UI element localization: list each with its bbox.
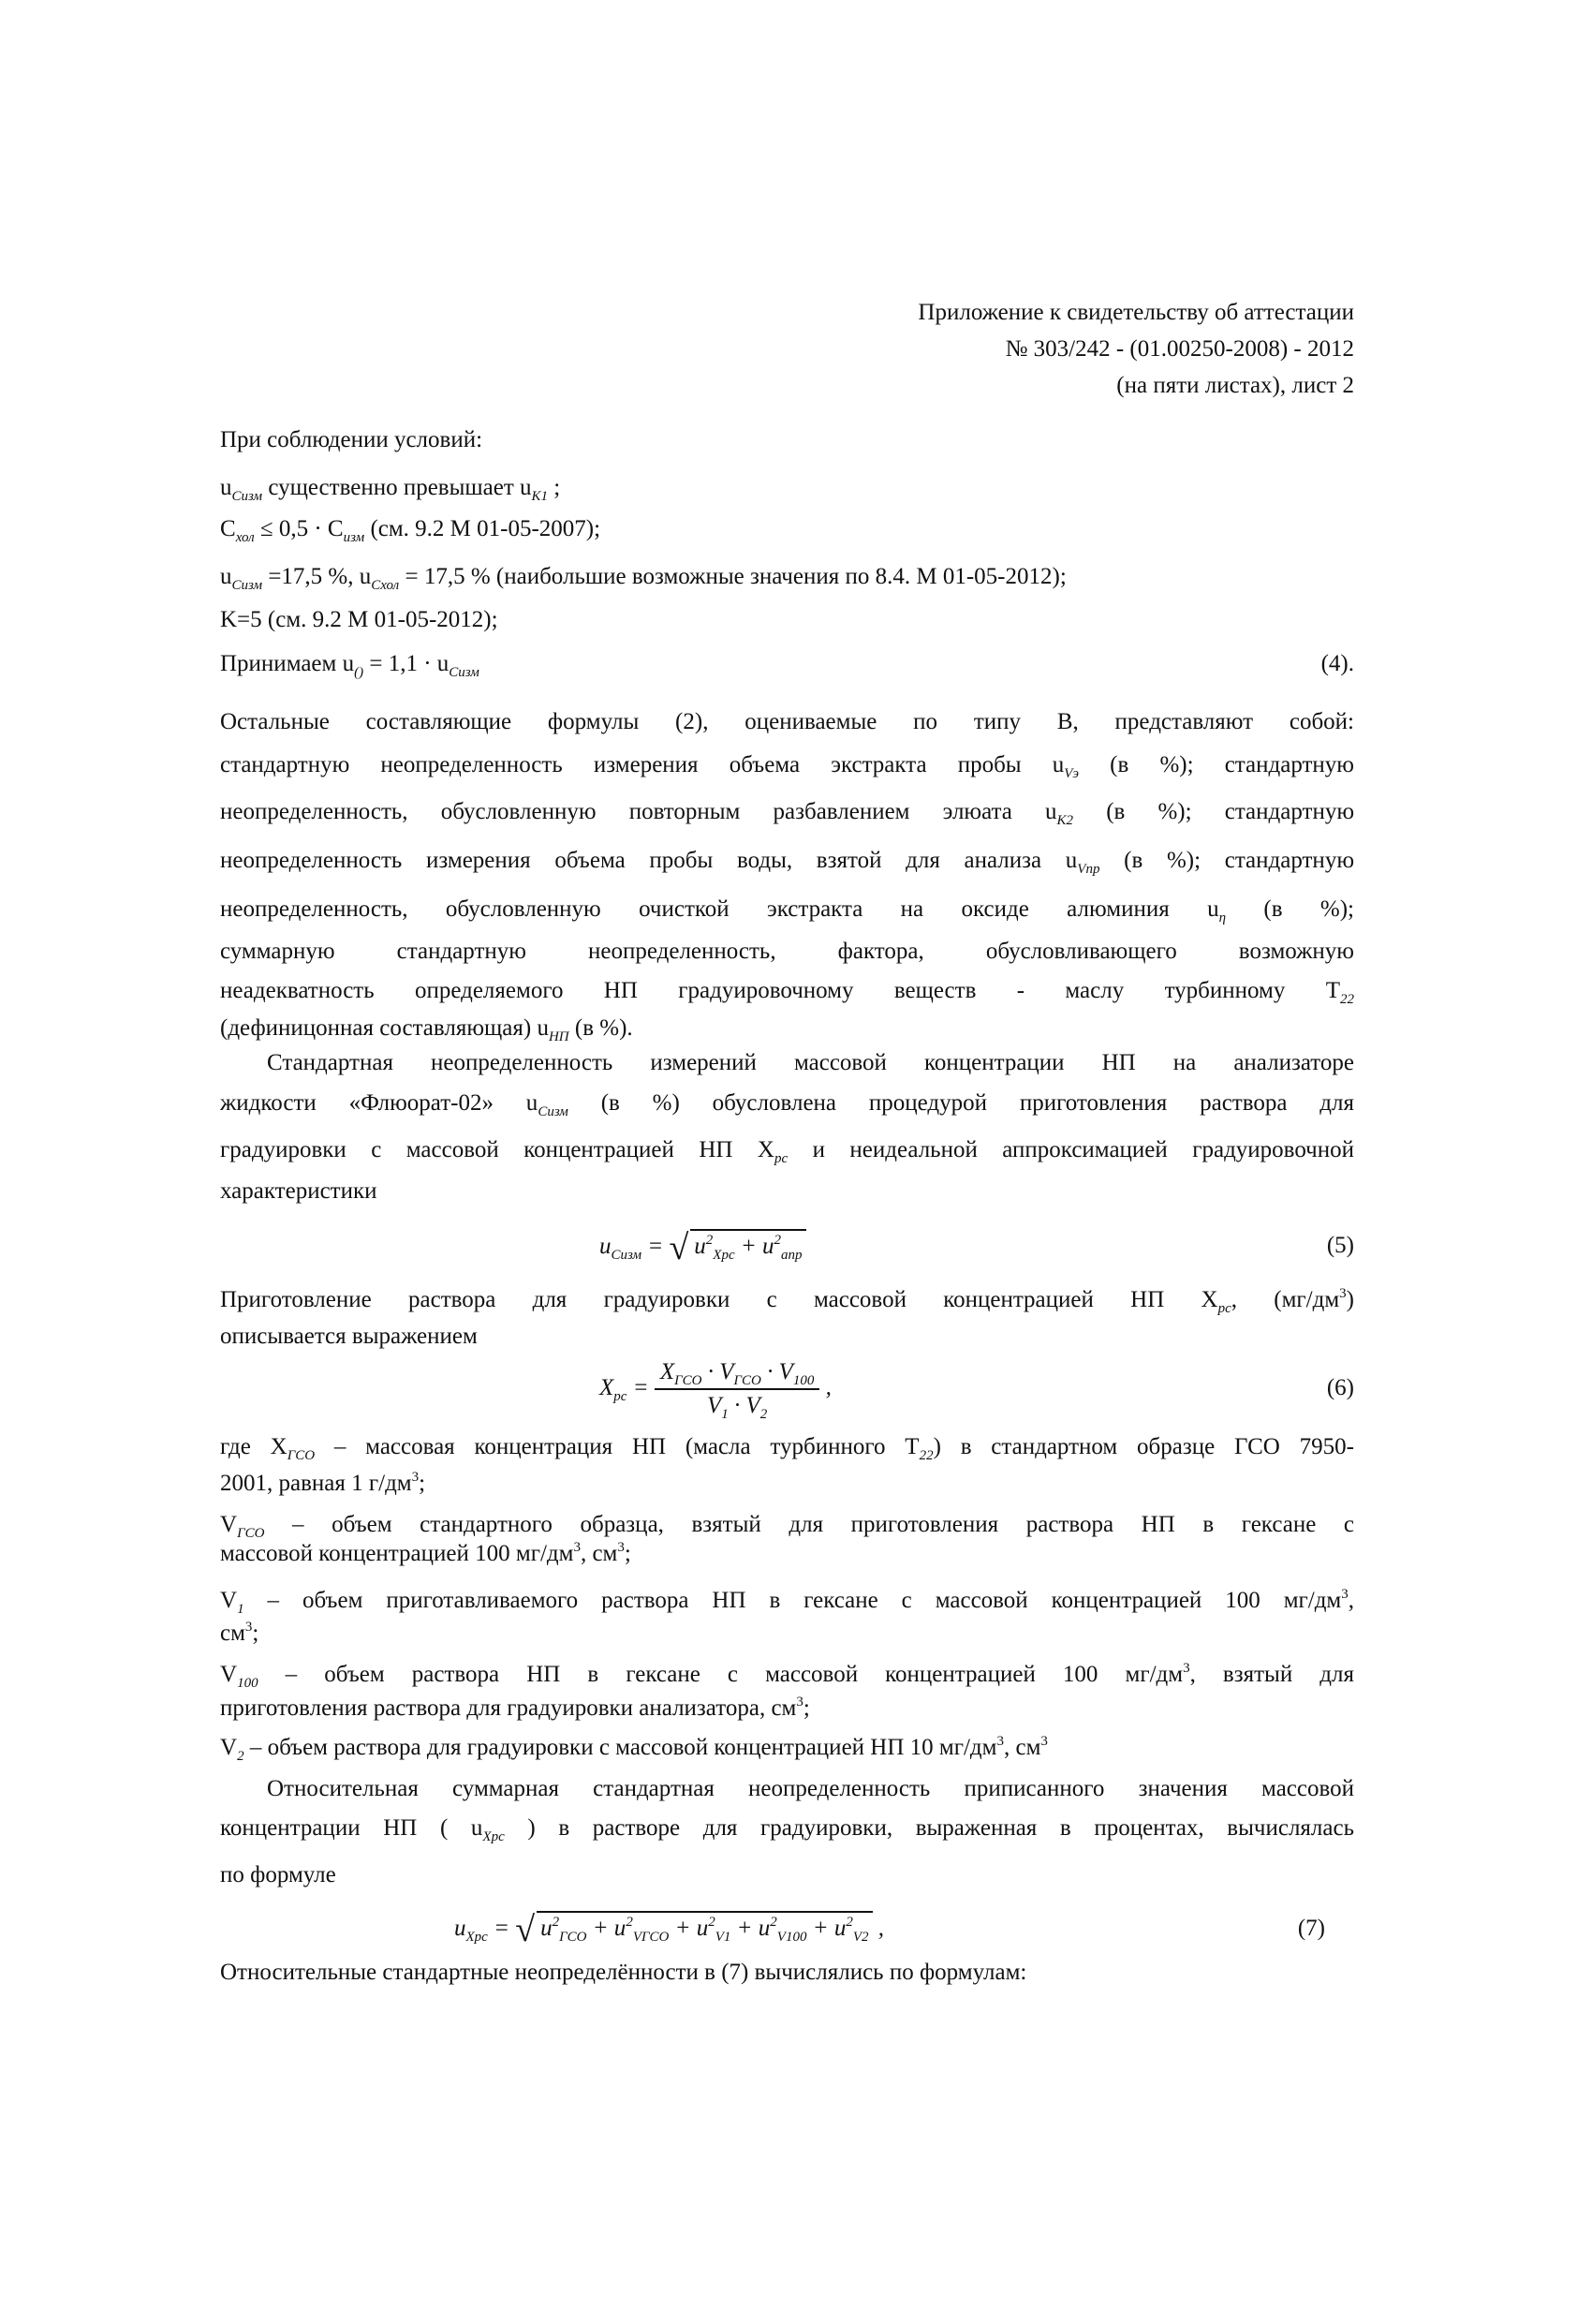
para1-line: (дефиницонная составляющая) $u_{НП}$ (в %). bbox=[220, 1015, 633, 1044]
definition-line: $V_{100}$ – объем раствора НП в гексане с массовой концентрацией 100 $мг/дм^3$, взятый для bbox=[220, 1661, 1354, 1691]
header-line-2: № 303/242 - (01.00250-2008) - 2012 bbox=[1005, 336, 1354, 362]
formula-6 bbox=[599, 1358, 832, 1420]
para4-line: концентрации НП ( $u_{Xрс}$ ) в растворе для градуировки, выраженная в процентах, вычислялась bbox=[220, 1815, 1354, 1844]
para4-line: по формуле bbox=[220, 1862, 336, 1887]
para2-line: градуировки с массовой концентрацией НП $X_{рс}$ и неидеальной аппроксимацией градуировочной bbox=[220, 1137, 1355, 1166]
sqrt-icon: √ bbox=[515, 1910, 536, 1949]
para1-line: Остальные составляющие формулы (2), оцениваемые по типу В, представляют собой: bbox=[220, 709, 1354, 734]
definition-line: приготовления раствора для градуировки анализатора, $см^3$; bbox=[220, 1695, 810, 1721]
equation-number-5: (5) bbox=[1326, 1233, 1354, 1258]
para3-line: Приготовление раствора для градуировки с массовой концентрацией НП $X_{рс}$, $(мг/дм^3)$ bbox=[220, 1286, 1354, 1316]
para1-line: неопределенность измерения объема пробы воды, взятой для анализа $u_{Vпр}$ (в %); стандартную bbox=[220, 848, 1354, 877]
conditions-intro: При соблюдении условий: bbox=[220, 427, 483, 452]
fraction-denominator: $V_1 \cdot V_2$ bbox=[706, 1393, 768, 1422]
fraction bbox=[655, 1358, 820, 1420]
definition-line: где $X_{ГСО}$ – массовая концентрация НП (масла турбинного $Т_{22}$) в стандартном образце ГСО 7950- bbox=[220, 1434, 1354, 1463]
para3-line: описывается выражением bbox=[220, 1324, 478, 1349]
definition-line: массовой концентрацией 100 $мг/дм^3$, $см^3$; bbox=[220, 1540, 631, 1566]
para4-line: Относительная суммарная стандартная неопределенность приписанного значения массовой bbox=[267, 1776, 1354, 1801]
closing-line: Относительные стандартные неопределённости в (7) вычислялись по формулам: bbox=[220, 1960, 1027, 1985]
formula-7-radicand: $u^2_{ГСО} + u^2_{VГСО} + u^2_{V1} + u^2_{V100} + u^2_{V2}$ bbox=[537, 1911, 872, 1943]
definition-line: 2001, равная 1 $г/дм^3$; bbox=[220, 1470, 426, 1496]
definition-line: $см^3$; bbox=[220, 1620, 259, 1646]
condition-3: $u_{Cизм} =17,5$ %, $u_{Cхол} = 17,5$ % (наибольшие возможные значения по 8.4. М 01-05-2012); bbox=[220, 564, 1067, 593]
formula-5-lhs: $u_{Cизм}$ bbox=[599, 1234, 642, 1263]
para2-line: жидкости «Флюорат-02» $u_{Cизм}$ (в %) обусловлена процедурой приготовления раствора для bbox=[220, 1090, 1354, 1119]
definition-line: $V_2$ – объем раствора для градуировки с массовой концентрацией НП 10 $мг/дм^3$, $см^3$ bbox=[220, 1734, 1048, 1764]
formula-5-term: $u^2_{Xрс}$ bbox=[694, 1233, 735, 1263]
para2-line: Стандартная неопределенность измерений массовой концентрации НП на анализаторе bbox=[267, 1050, 1354, 1075]
formula-6-lhs: $X_{рс}$ = bbox=[599, 1374, 655, 1404]
condition-1: $u_{Cизм}$ существенно превышает $u_{K1}$ ; bbox=[220, 475, 561, 504]
formula-5 bbox=[599, 1228, 806, 1267]
condition-4: K=5 (см. 9.2 М 01-05-2012); bbox=[220, 607, 498, 632]
formula-7-lhs: $u_{Xрс}$ = bbox=[454, 1916, 516, 1945]
comma: , bbox=[819, 1374, 832, 1400]
equals-sign: = bbox=[641, 1234, 670, 1259]
sqrt-icon: √ bbox=[669, 1228, 689, 1267]
para1-line: суммарную стандартную неопределенность, фактора, обусловливающего возможную bbox=[220, 939, 1354, 964]
formula-5-term: $u^2_{апр}$ bbox=[762, 1233, 803, 1263]
comma: , bbox=[872, 1916, 884, 1941]
condition-2: $C_{хол} \le 0,5 \cdot C_{изм}$ (см. 9.2 М 01-05-2007); bbox=[220, 516, 601, 545]
formula-7 bbox=[454, 1910, 884, 1949]
plus-sign: + bbox=[734, 1234, 762, 1259]
para1-line: неопределенность, обусловленную повторным разбавлением элюата $u_{K2}$ (в %); стандартную bbox=[220, 799, 1355, 828]
fraction-numerator: $X_{ГСО} \cdot V_{ГСО} \cdot V_{100}$ bbox=[655, 1358, 820, 1390]
header-line-1: Приложение к свидетельству об аттестации bbox=[918, 300, 1354, 325]
para1-line: стандартную неопределенность измерения объема экстракта пробы $u_{Vэ}$ (в %); стандартную bbox=[220, 752, 1354, 781]
definition-line: $V_{ГСО}$ – объем стандартного образца, взятый для приготовления раствора НП в гексане с bbox=[220, 1512, 1354, 1541]
para1-line: неопределенность, обусловленную очисткой экстракта на оксиде алюминия $u_\eta$ (в %); bbox=[220, 896, 1355, 925]
formula-5-radicand bbox=[690, 1229, 805, 1261]
para2-line: характеристики bbox=[220, 1178, 377, 1204]
definition-line: $V_1$ – объем приготавливаемого раствора НП в гексане с массовой концентрацией 100 $мг/дм^3$, bbox=[220, 1587, 1354, 1617]
equation-number-4: (4). bbox=[1320, 651, 1354, 676]
condition-5: Принимаем $u_{()} = 1,1 \cdot u_{Cизм}$ bbox=[220, 651, 479, 680]
header-line-3: (на пяти листах), лист 2 bbox=[1116, 373, 1354, 398]
para1-line: неадекватность определяемого НП градуировочному веществ - маслу турбинному $Т_{22}$ bbox=[220, 978, 1354, 1007]
equation-number-6: (6) bbox=[1326, 1375, 1354, 1400]
equation-number-7: (7) bbox=[1297, 1916, 1325, 1941]
